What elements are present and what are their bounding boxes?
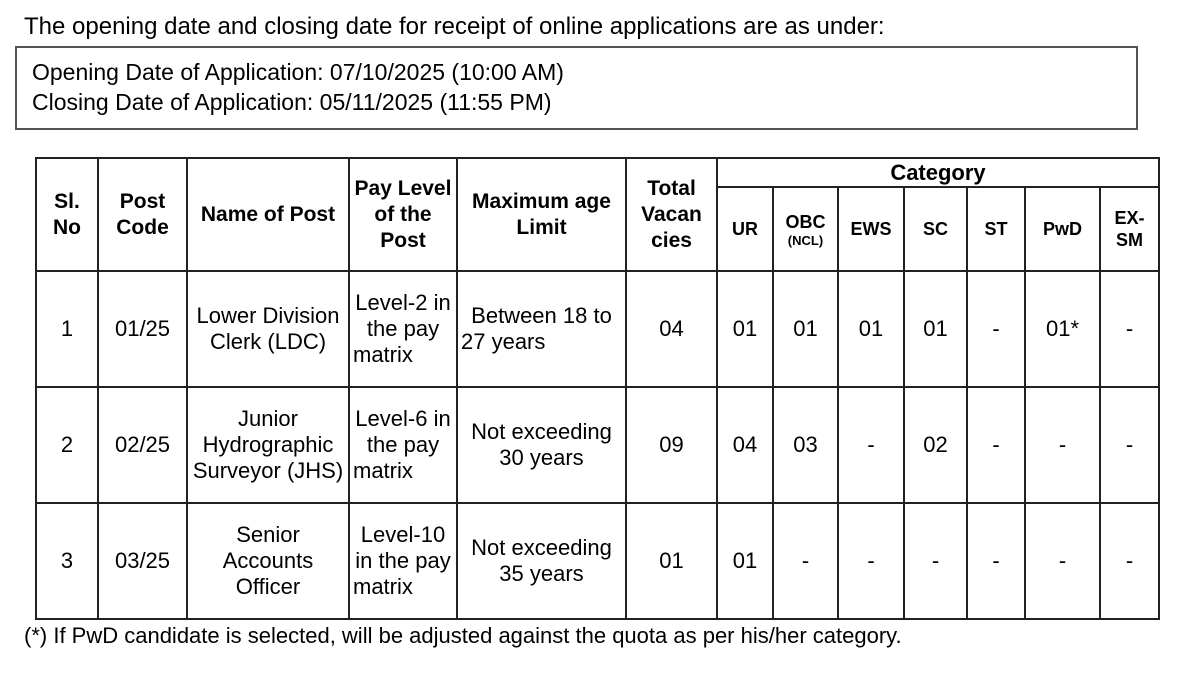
header-category: Category <box>717 158 1159 187</box>
cell-sc: - <box>904 503 967 619</box>
header-ews: EWS <box>838 187 904 271</box>
cell-post-code: 02/25 <box>98 387 187 503</box>
header-ur: UR <box>717 187 773 271</box>
cell-ews: 01 <box>838 271 904 387</box>
header-pay-level: Pay Level of the Post <box>349 158 457 271</box>
cell-post-code: 03/25 <box>98 503 187 619</box>
cell-obc: - <box>773 503 838 619</box>
intro-text: The opening date and closing date for receipt of online applications are as under: <box>24 13 885 40</box>
cell-obc: 01 <box>773 271 838 387</box>
cell-ur: 04 <box>717 387 773 503</box>
cell-pwd: - <box>1025 387 1100 503</box>
cell-pay-level: Level-10 in the pay matrix <box>349 503 457 619</box>
cell-sl-no: 1 <box>36 271 98 387</box>
cell-post-code: 01/25 <box>98 271 187 387</box>
header-obc-sub: (NCL) <box>787 232 824 248</box>
cell-sc: 01 <box>904 271 967 387</box>
cell-ur: 01 <box>717 503 773 619</box>
cell-exsm: - <box>1100 271 1159 387</box>
header-sl-no: Sl. No <box>36 158 98 271</box>
header-exsm: EX-SM <box>1100 187 1159 271</box>
cell-st: - <box>967 271 1025 387</box>
cell-pwd: - <box>1025 503 1100 619</box>
cell-sl-no: 3 <box>36 503 98 619</box>
footnote: (*) If PwD candidate is selected, will be adjusted against the quota as per his/her category. <box>24 623 902 648</box>
application-dates-box <box>15 46 1138 130</box>
table-row <box>36 271 1159 387</box>
header-obc-label: OBC <box>785 211 826 232</box>
cell-st: - <box>967 503 1025 619</box>
table-row <box>36 387 1159 503</box>
header-post-code: Post Code <box>98 158 187 271</box>
header-pwd: PwD <box>1025 187 1100 271</box>
cell-pwd: 01* <box>1025 271 1100 387</box>
closing-date: Closing Date of Application: 05/11/2025 (11:55 PM) <box>32 89 552 115</box>
cell-post-name: Senior Accounts Officer <box>187 503 349 619</box>
header-obc <box>773 187 838 271</box>
header-total-vacancies: Total Vacan cies <box>626 158 717 271</box>
cell-max-age: Between 18 to 27 years <box>457 271 626 387</box>
opening-date: Opening Date of Application: 07/10/2025 (10:00 AM) <box>32 59 564 85</box>
cell-pay-level: Level-6 in the pay matrix <box>349 387 457 503</box>
cell-sc: 02 <box>904 387 967 503</box>
header-max-age: Maximum age Limit <box>457 158 626 271</box>
cell-post-name: Junior Hydrographic Surveyor (JHS) <box>187 387 349 503</box>
cell-total-vacancies: 04 <box>626 271 717 387</box>
cell-exsm: - <box>1100 387 1159 503</box>
cell-pay-level: Level-2 in the pay matrix <box>349 271 457 387</box>
header-sc: SC <box>904 187 967 271</box>
cell-ur: 01 <box>717 271 773 387</box>
vacancy-table <box>35 157 1160 620</box>
table-row <box>36 503 1159 619</box>
cell-exsm: - <box>1100 503 1159 619</box>
cell-total-vacancies: 01 <box>626 503 717 619</box>
header-st: ST <box>967 187 1025 271</box>
cell-max-age: Not exceeding 30 years <box>457 387 626 503</box>
cell-st: - <box>967 387 1025 503</box>
cell-sl-no: 2 <box>36 387 98 503</box>
cell-obc: 03 <box>773 387 838 503</box>
header-name-of-post: Name of Post <box>187 158 349 271</box>
cell-max-age: Not exceeding 35 years <box>457 503 626 619</box>
cell-ews: - <box>838 387 904 503</box>
cell-total-vacancies: 09 <box>626 387 717 503</box>
cell-ews: - <box>838 503 904 619</box>
cell-post-name: Lower Division Clerk (LDC) <box>187 271 349 387</box>
